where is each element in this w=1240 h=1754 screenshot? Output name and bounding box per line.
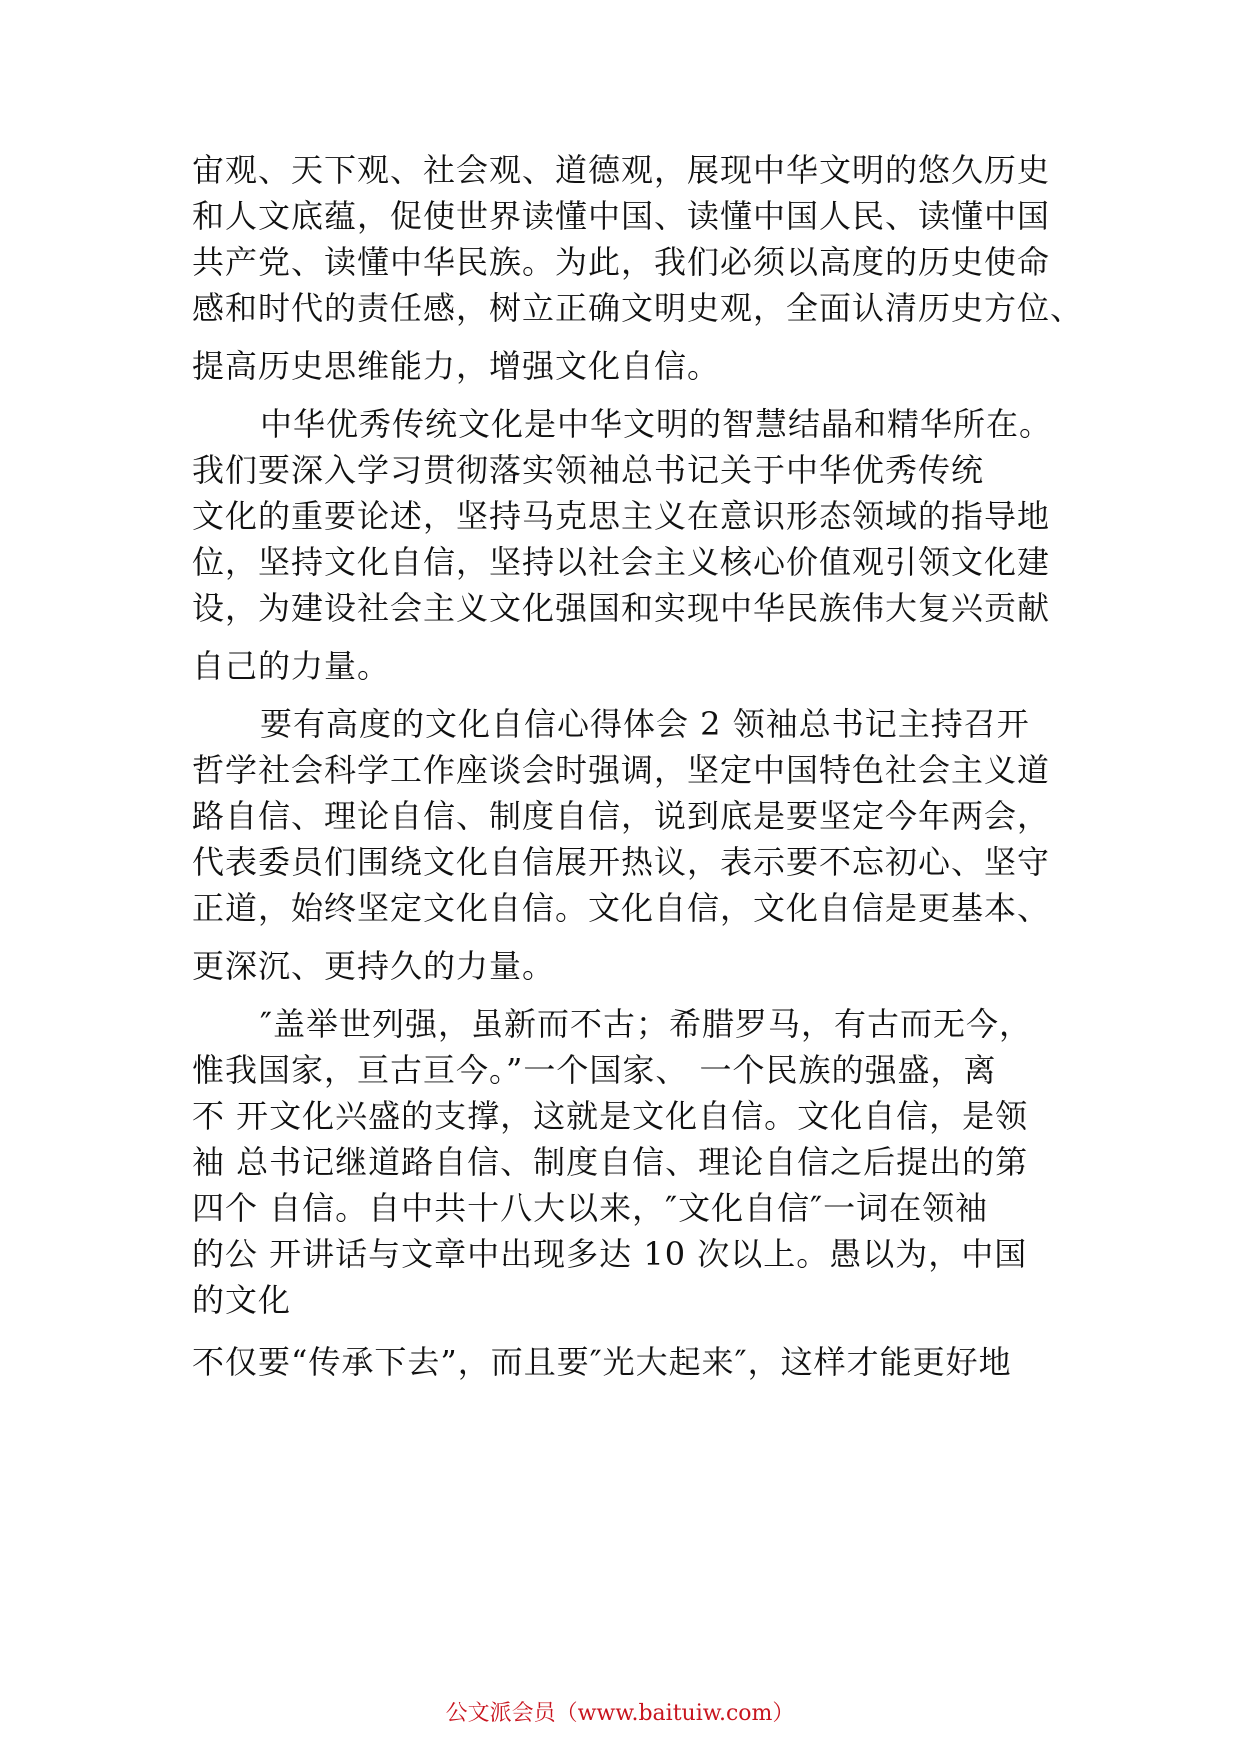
text-line: 中华优秀传统文化是中华文明的智慧结晶和精华所在。 (260, 405, 1053, 443)
text-line: 更深沉、更持久的力量。 (192, 947, 556, 985)
text-line: 惟我国家，亘古亘今。”一个国家、 一个民族的强盛，离 (192, 1051, 997, 1089)
text-line: 路自信、理论自信、制度自信，说到底是要坚定今年两会， (192, 797, 1051, 835)
text-line: 的文化 (192, 1281, 292, 1319)
text-line: 设，为建设社会主义文化强国和实现中华民族伟大复兴贡献 (192, 589, 1051, 627)
text-line: 袖 总书记继道路自信、制度自信、理论自信之后提出的第 (192, 1143, 1029, 1181)
text-line: 要有高度的文化自信心得体会 2 领袖总书记主持召开 (260, 705, 1030, 743)
text-line: ″盖举世列强，虽新而不古；希腊罗马，有古而无今， (260, 1005, 1032, 1043)
text-line: 宙观、天下观、社会观、道德观，展现中华文明的悠久历史 (192, 151, 1051, 189)
text-line: 自己的力量。 (192, 647, 391, 685)
text-line: 哲学社会科学工作座谈会时强调，坚定中国特色社会主义道 (192, 751, 1051, 789)
text-line: 代表委员们围绕文化自信展开热议，表示要不忘初心、坚守 (192, 843, 1051, 881)
text-line: 不仅要“传承下去”，而且要″光大起来″，这样才能更好地 (192, 1343, 1012, 1381)
text-line: 和人文底蕴，促使世界读懂中国、读懂中国人民、读懂中国 (192, 197, 1051, 235)
footer-watermark: 公文派会员（www.baituiw.com） (445, 1701, 795, 1726)
text-line: 的公 开讲话与文章中出现多达 10 次以上。愚以为，中国 (192, 1235, 1028, 1273)
text-line: 提高历史思维能力，增强文化自信。 (192, 347, 721, 385)
text-line: 位，坚持文化自信，坚持以社会主义核心价值观引领文化建 (192, 543, 1051, 581)
text-line: 四个 自信。自中共十八大以来，″文化自信″一词在领袖 (192, 1189, 989, 1227)
text-line: 文化的重要论述，坚持马克思主义在意识形态领域的指导地 (192, 497, 1051, 535)
text-line: 共产党、读懂中华民族。为此，我们必须以高度的历史使命 (192, 243, 1051, 281)
text-line: 我们要深入学习贯彻落实领袖总书记关于中华优秀传统 (192, 451, 985, 489)
text-line: 感和时代的责任感，树立正确文明史观，全面认清历史方位、 (192, 289, 1084, 327)
text-line: 正道，始终坚定文化自信。文化自信，文化自信是更基本、 (192, 889, 1051, 927)
text-line: 不 开文化兴盛的支撑，这就是文化自信。文化自信，是领 (192, 1097, 1029, 1135)
